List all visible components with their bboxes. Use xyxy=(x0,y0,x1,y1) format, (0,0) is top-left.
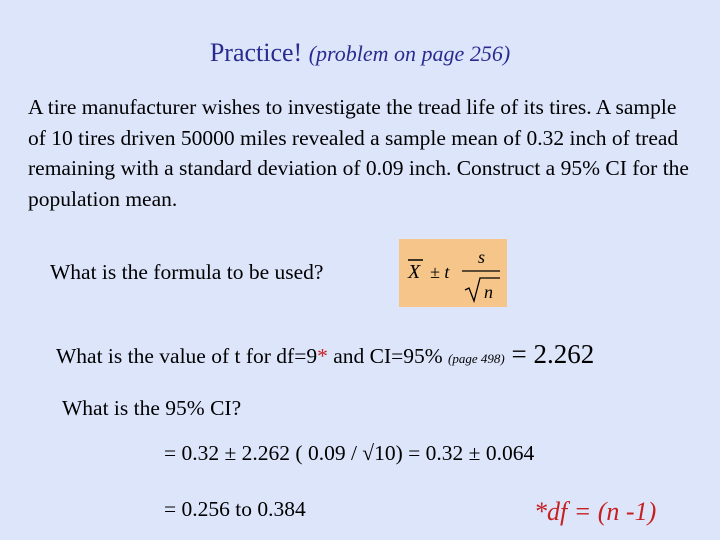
sqrt-sign xyxy=(465,278,500,301)
q2-answer: = 2.262 xyxy=(504,339,595,369)
question-t-value xyxy=(56,339,594,370)
q2-star: * xyxy=(317,344,328,368)
question-formula: What is the formula to be used? xyxy=(50,260,324,284)
q2-text-b: and CI=95% xyxy=(327,344,449,368)
q2-page-ref: (page 498) xyxy=(448,351,505,366)
formula-numerator: s xyxy=(478,247,486,267)
answer-line-2: = 0.256 to 0.384 xyxy=(164,497,306,521)
title-main: Practice! xyxy=(209,38,303,67)
formula-xbar: X xyxy=(408,261,421,283)
slide-title xyxy=(0,38,720,68)
title-subtitle: (problem on page 256) xyxy=(308,41,511,66)
df-footnote: *df = (n -1) xyxy=(534,497,657,526)
formula-box xyxy=(399,239,507,307)
problem-statement: A tire manufacturer wishes to investigate the tread life of its tires. A sample of 10 tires driven 50000 miles revealed a sample mean of 0.32 inch of tread remaining with a standard deviation of 0.09 inch. Construct a 95% CI for the population mean. xyxy=(28,95,689,211)
formula-denominator: n xyxy=(484,282,493,302)
formula-pm-t: ± t xyxy=(430,262,450,282)
formula-svg xyxy=(399,239,507,307)
answer-line-1: = 0.32 ± 2.262 ( 0.09 / √10) = 0.32 ± 0.064 xyxy=(164,441,535,465)
question-ci: What is the 95% CI? xyxy=(62,396,242,420)
q2-text-a: What is the value of t for df=9 xyxy=(56,344,318,368)
